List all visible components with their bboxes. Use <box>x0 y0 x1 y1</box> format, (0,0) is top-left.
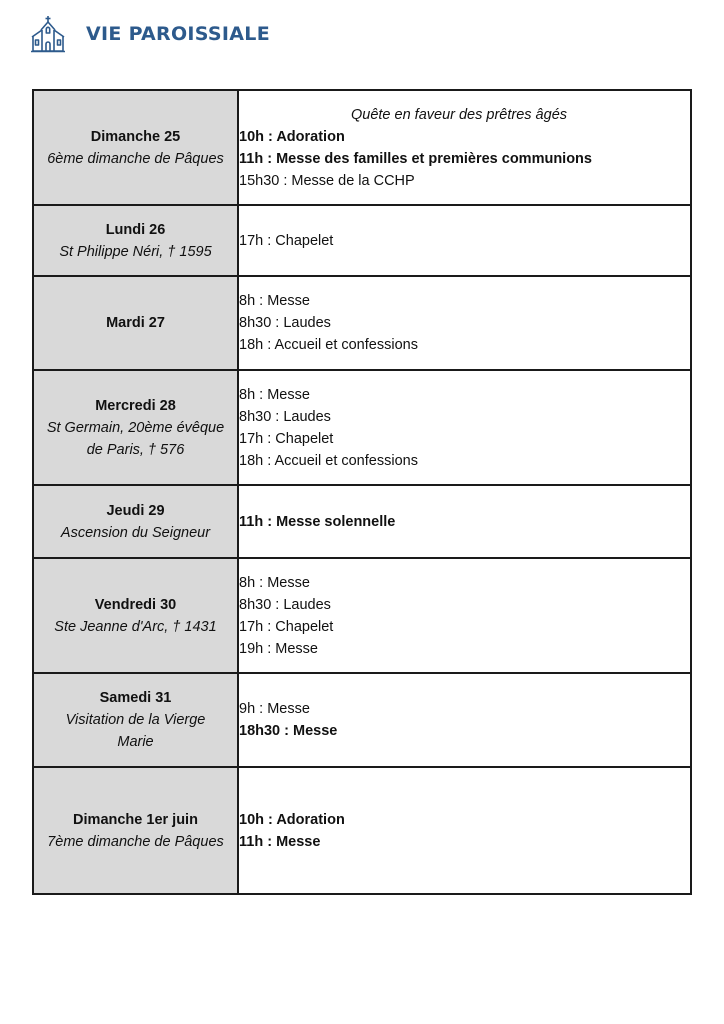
schedule-row <box>33 485 691 558</box>
schedule-row <box>33 673 691 767</box>
schedule-entry: 8h : Messe <box>239 386 310 403</box>
feast-name: Ste Jeanne d'Arc, † 1431 <box>54 618 217 635</box>
day-name: Samedi 31 <box>99 690 172 706</box>
day-cell <box>33 558 238 673</box>
day-name: Mercredi 28 <box>95 397 176 414</box>
day-name: Lundi 26 <box>105 221 166 238</box>
schedule-entry: 8h30 : Laudes <box>239 315 331 331</box>
page-header <box>30 14 270 54</box>
schedule-entry: 9h : Messe <box>239 701 310 717</box>
day-name: Dimanche 25 <box>90 128 181 145</box>
day-name: Mardi 27 <box>106 315 165 331</box>
schedule-row <box>33 205 691 276</box>
day-cell <box>33 276 238 370</box>
day-cell <box>33 767 238 894</box>
schedule-details <box>238 485 691 558</box>
collection-note: Quête en faveur des prêtres âgés <box>350 106 568 123</box>
schedule-entry: 11h : Messe solennelle <box>239 513 396 530</box>
schedule-details <box>238 767 691 894</box>
schedule-entry: 8h30 : Laudes <box>239 596 331 613</box>
day-cell <box>33 370 238 485</box>
schedule-entry: 10h : Adoration <box>239 128 345 145</box>
schedule-row <box>33 370 691 485</box>
schedule-entry: 8h30 : Laudes <box>239 408 331 425</box>
schedule-entry: 19h : Messe <box>239 640 318 657</box>
schedule-row <box>33 90 691 205</box>
day-cell <box>33 90 238 205</box>
schedule-entry: 18h30 : Messe <box>239 723 338 739</box>
feast-name: 6ème dimanche de Pâques <box>47 150 224 167</box>
schedule-entry: 18h : Accueil et confessions <box>239 452 418 469</box>
schedule-entry: 11h : Messe <box>239 833 321 850</box>
schedule-body <box>33 90 691 894</box>
church-icon <box>30 15 66 53</box>
schedule-entry: 18h : Accueil et confessions <box>239 337 418 353</box>
schedule-entry: 17h : Chapelet <box>239 618 334 635</box>
feast-name: Visitation de la Vierge Marie <box>65 712 206 750</box>
feast-name: St Philippe Néri, † 1595 <box>59 243 212 260</box>
schedule-row <box>33 767 691 894</box>
schedule-row <box>33 276 691 370</box>
schedule-entry: 8h : Messe <box>239 293 310 309</box>
schedule-entry: 11h : Messe des familles et premières communions <box>239 150 592 167</box>
schedule-entry: 15h30 : Messe de la CCHP <box>239 172 415 189</box>
feast-name: 7ème dimanche de Pâques <box>47 833 224 850</box>
schedule-details <box>238 205 691 276</box>
schedule-details <box>238 673 691 767</box>
day-cell <box>33 485 238 558</box>
day-name: Dimanche 1er juin <box>73 811 198 828</box>
page-title: VIE PAROISSIALE <box>86 23 270 45</box>
schedule-details <box>238 558 691 673</box>
day-name: Jeudi 29 <box>106 502 165 519</box>
day-cell <box>33 673 238 767</box>
day-cell <box>33 205 238 276</box>
feast-name: St Germain, 20ème évêque de Paris, † 576 <box>46 419 225 458</box>
schedule-details <box>238 276 691 370</box>
schedule-entry: 10h : Adoration <box>239 811 345 828</box>
schedule-entry: 17h : Chapelet <box>239 232 334 249</box>
schedule-table <box>32 89 692 895</box>
day-name: Vendredi 30 <box>94 596 177 613</box>
schedule-row <box>33 558 691 673</box>
schedule-entry: 17h : Chapelet <box>239 430 334 447</box>
feast-name: Ascension du Seigneur <box>60 524 211 541</box>
schedule-details <box>238 90 691 205</box>
schedule-details <box>238 370 691 485</box>
schedule-entry: 8h : Messe <box>239 574 310 591</box>
